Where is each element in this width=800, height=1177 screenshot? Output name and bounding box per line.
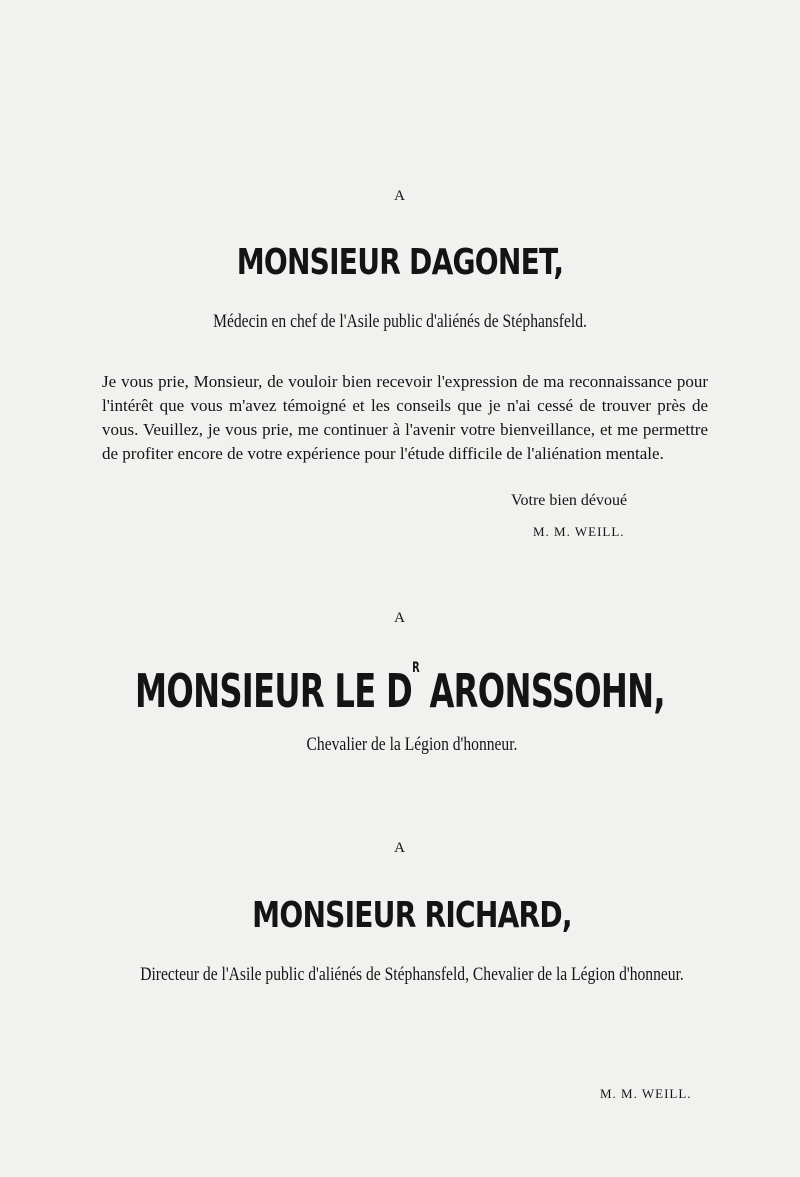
dedication-2-name-sup: R [412, 660, 419, 676]
dedication-1-closing: Votre bien dévoué [511, 492, 628, 509]
footer-signature: M. M. WEILL. [600, 1086, 692, 1101]
dedication-1-signature: M. M. WEILL. [533, 524, 625, 539]
dedication-1-prefix: A [394, 188, 406, 204]
dedication-3-prefix: A [394, 840, 406, 856]
dedication-2-name-part1: MONSIEUR LE D [135, 664, 413, 718]
dedication-1-name: MONSIEUR DAGONET, [236, 242, 564, 283]
dedication-2-title: Chevalier de la Légion d'honneur. [306, 734, 518, 755]
dedication-3-name: MONSIEUR RICHARD, [252, 895, 572, 936]
dedication-2-prefix: A [394, 610, 406, 626]
dedication-2-name-part2: ARONSSOHN, [418, 664, 665, 718]
dedication-3-title: Directeur de l'Asile public d'aliénés de Stéphansfeld, Chevalier de la Légion d'honneur. [140, 964, 684, 985]
dedication-2-name [120, 660, 680, 718]
dedication-1-title: Médecin en chef de l'Asile public d'aliénés de Stéphansfeld. [213, 311, 587, 332]
dedication-1-paragraph: Je vous prie, Monsieur, de vouloir bien recevoir l'expression de ma reconnaissance pour l'intérêt que vous m'avez témoigné et les conseils que je n'ai cessé de trouver près de vous. Veuillez, je vous prie, me continuer à l'avenir votre bienveillance, et me permettre de profiter encore de votre expérience pour l'étude difficile de l'aliénation mentale. [102, 372, 708, 463]
